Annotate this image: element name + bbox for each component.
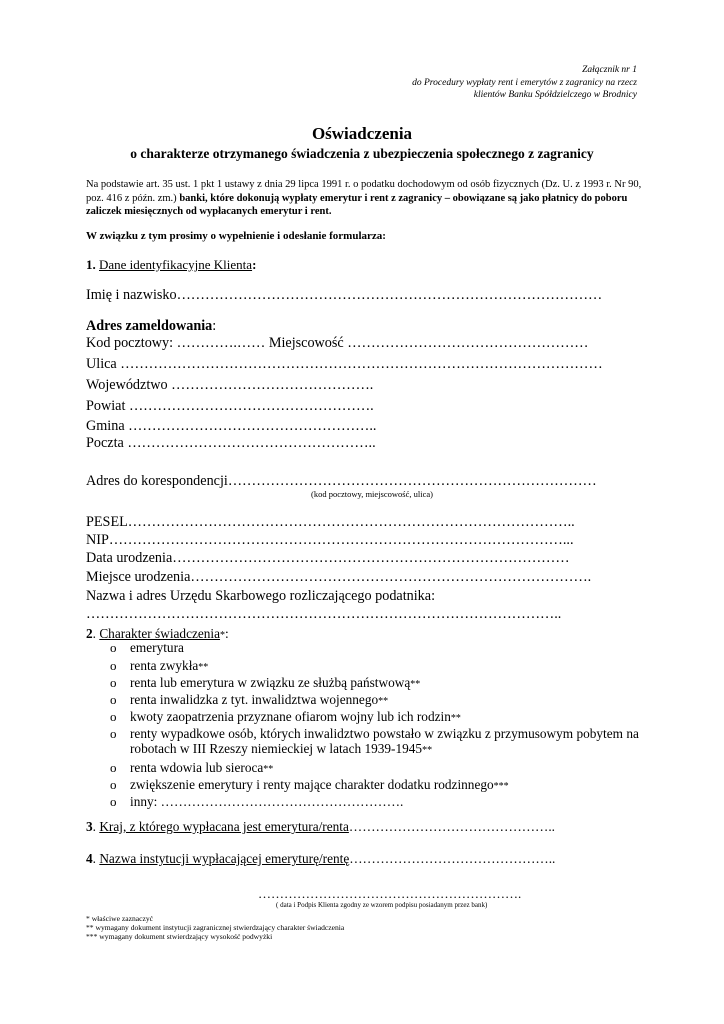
benefit-option[interactable]	[110, 658, 650, 675]
benefit-option-label: renta inwalidzka z tyt. inwalidztwa wojennego	[130, 692, 379, 707]
benefit-option-asterisk: **	[198, 662, 209, 673]
section-4-heading: 4. Nazwa instytucji wypłacającej emeryturę/rentę………………………………………..	[86, 851, 556, 866]
request-text: W związku z tym prosimy o wypełnienie i odesłanie formularza:	[86, 230, 386, 242]
street-field[interactable]: Ulica …………………………………………………………………………………………	[86, 356, 603, 372]
benefit-option[interactable]	[110, 726, 650, 760]
tax-office-field[interactable]: ………………………………………………………………………………………..	[86, 606, 562, 622]
section-1-heading	[86, 257, 256, 273]
birth-date-field[interactable]: Data urodzenia…………………………………………………………………………	[86, 550, 570, 566]
address-heading	[86, 317, 216, 335]
section-1-number: 1.	[86, 257, 96, 272]
intro-bold-text: banki, które dokonują wypłaty emerytur i rent z zagranicy – obowiązane są jako płatnicy do poboru zaliczek miesięcznych od wypłacanych emerytur i rent.	[86, 192, 628, 217]
benefit-option-asterisk: **	[422, 745, 433, 756]
name-field[interactable]: Imię i nazwisko………………………………………………………………………………	[86, 287, 603, 303]
section-3-heading: 3. Kraj, z którego wypłacana jest emerytura/renta………………………………………..	[86, 819, 555, 834]
benefit-option-label: inny: ……………………………………………….	[130, 794, 404, 809]
benefit-option-asterisk: ***	[493, 781, 509, 792]
radio-circle-icon[interactable]: o	[110, 640, 117, 655]
benefit-option[interactable]	[110, 709, 650, 726]
tax-office-label: Nazwa i adres Urzędu Skarbowego rozliczającego podatnika:	[86, 588, 436, 604]
section-2-colon: :	[225, 626, 229, 641]
pesel-field[interactable]: PESEL…………………………………………………………………………………..	[86, 514, 575, 530]
commune-field[interactable]: Gmina ……………………………………………..	[86, 418, 377, 434]
section-4-label: Nazwa instytucji wypłacającej emeryturę/rentę	[99, 851, 350, 866]
benefit-option-asterisk: **	[450, 713, 461, 724]
radio-circle-icon[interactable]: o	[110, 692, 117, 707]
footnote-3: *** wymagany dokument stwierdzający wysokość podwyżki	[86, 932, 273, 942]
footnote-2: ** wymagany dokument instytucji zagranicznej stwierdzający charakter świadczenia	[86, 923, 345, 933]
benefit-option[interactable]	[110, 675, 650, 692]
benefit-option-label: zwiększenie emerytury i renty mające charakter dodatku rodzinnego	[130, 777, 494, 792]
benefit-option-label: kwoty zaopatrzenia przyznane ofiarom wojny lub ich rodzin	[130, 709, 451, 724]
benefit-option-asterisk: **	[263, 764, 274, 775]
benefit-option-label: renty wypadkowe osób, których inwalidztwo powstało w związku z przymusowym pobytem na robotach w III Rzeszy niemieckiej w latach 1939-1945	[130, 726, 639, 756]
annex-line-2: do Procedury wypłaty rent i emerytów z zagranicy na rzecz	[412, 77, 637, 88]
county-field[interactable]: Powiat …………………………………………….	[86, 398, 374, 414]
page-subtitle: o charakterze otrzymanego świadczenia z ubezpieczenia społecznego z zagranicy	[130, 146, 594, 161]
benefit-option-asterisk: **	[410, 679, 421, 690]
annex-header	[412, 64, 637, 102]
radio-circle-icon[interactable]: o	[110, 794, 117, 809]
benefit-option-label: renta lub emerytura w związku ze służbą państwową	[130, 675, 411, 690]
intro-plain-text: Na podstawie art. 35 ust. 1 pkt 1 ustawy z dnia 29 lipca 1991 r. o podatku dochodowym od osób fizycznych (Dz. U. z 1993 r. Nr 90, poz. 416 z późn. zm.)	[86, 179, 642, 204]
footnote-1: * właściwe zaznaczyć	[86, 914, 154, 923]
footnotes	[86, 914, 344, 942]
radio-circle-icon[interactable]: o	[110, 777, 117, 792]
section-2-label: Charakter świadczenia	[99, 626, 221, 641]
section-1-colon: :	[252, 257, 257, 272]
section-2-number: 2	[86, 626, 93, 641]
country-field[interactable]: ………………………………………..	[348, 819, 555, 834]
birth-place-field[interactable]: Miejsce urodzenia………………………………………………………………………….	[86, 569, 592, 585]
intro-paragraph	[86, 178, 642, 219]
signature-line[interactable]: …………………………………………………….	[258, 886, 522, 901]
benefit-option-label: renta zwykła	[130, 658, 199, 673]
benefit-option-label: renta wdowia lub sieroca	[130, 760, 264, 775]
voivodeship-field[interactable]: Województwo …………………………………….	[86, 377, 374, 393]
benefit-option[interactable]	[110, 777, 650, 794]
page-title: Oświadczenia	[311, 124, 413, 143]
radio-circle-icon[interactable]: o	[110, 658, 117, 673]
radio-circle-icon[interactable]: o	[110, 726, 117, 741]
signature-note: ( data i Podpis Klienta zgodny ze wzorem podpisu posiadanym przez bank)	[276, 901, 488, 909]
section-2-asterisk: *	[220, 630, 226, 641]
benefit-option-asterisk: **	[378, 696, 389, 707]
radio-circle-icon[interactable]: o	[110, 760, 117, 775]
benefit-option-label: emerytura	[130, 640, 184, 655]
post-office-field[interactable]: Poczta ……………………………………………..	[86, 435, 376, 451]
benefit-type-list	[110, 640, 650, 811]
annex-line-1: Załącznik nr 1	[582, 65, 637, 75]
benefit-option[interactable]	[110, 692, 650, 709]
section-4-number: 4	[86, 851, 93, 866]
benefit-option[interactable]	[110, 640, 650, 658]
correspondence-field[interactable]: Adres do korespondencji……………………………………………………………………	[86, 473, 597, 489]
radio-circle-icon[interactable]: o	[110, 675, 117, 690]
annex-line-3: klientów Banku Spółdzielczego w Brodnicy	[473, 90, 637, 100]
benefit-option[interactable]	[110, 794, 650, 811]
section-2-heading: 2. Charakter świadczenia*:	[86, 626, 229, 641]
section-3-label: Kraj, z którego wypłacana jest emerytura/renta	[99, 819, 349, 834]
address-heading-colon: :	[212, 318, 217, 334]
section-1-label: Dane identyfikacyjne Klienta	[99, 257, 253, 272]
benefit-option[interactable]	[110, 760, 650, 777]
address-heading-label: Adres zameldowania	[86, 318, 213, 334]
postal-code-field[interactable]: Kod pocztowy: ………….…… Miejscowość ……………………………………………	[86, 335, 589, 351]
radio-circle-icon[interactable]: o	[110, 709, 117, 724]
nip-field[interactable]: NIP……………………………………………………………………………………...	[86, 532, 574, 548]
institution-field[interactable]: ………………………………………..	[349, 851, 556, 866]
section-3-number: 3	[86, 819, 93, 834]
correspondence-note: (kod pocztowy, miejscowość, ulica)	[311, 489, 433, 499]
